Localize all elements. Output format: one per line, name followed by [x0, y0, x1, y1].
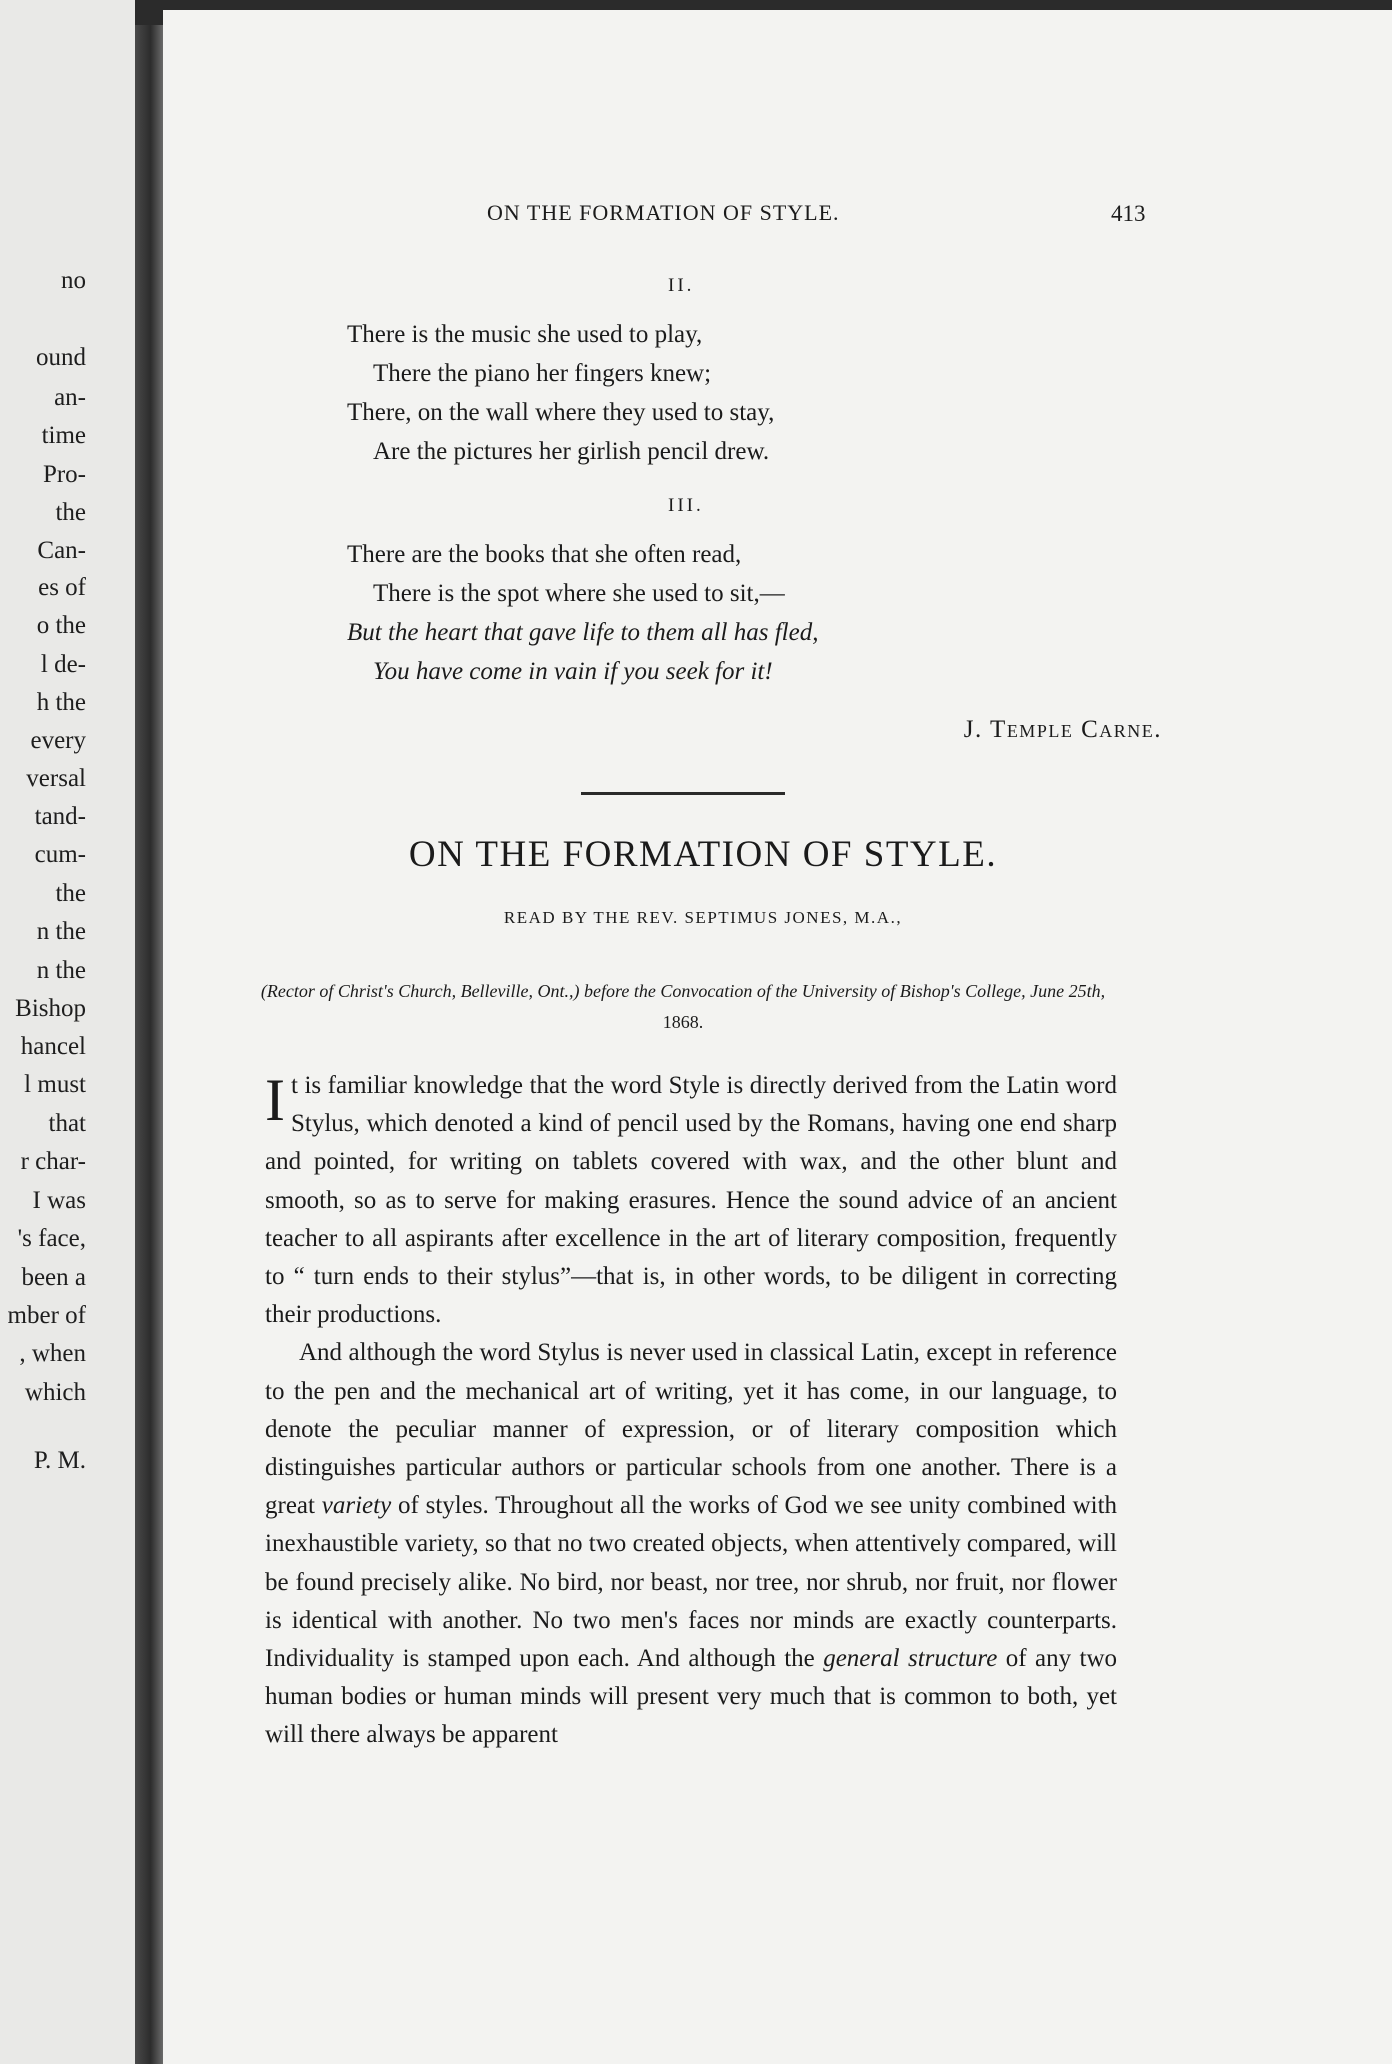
- paragraph: It is familiar knowledge that the word Style is directly derived from the Latin word Stylus, which denoted a kind of pencil used by the Romans, having one end sharp and pointed, for writing on tablets covered with wax, and the other blunt and smooth, so as to serve for making erasures. Hence the sound advice of an ancient teacher to all aspirants after excellence in the art of literary composition, frequently to “ turn ends to their stylus”—that is, in other words, to be diligent in correcting their productions.: [265, 1067, 1117, 1329]
- poem-stanza: [347, 315, 774, 471]
- poem-stanza: [347, 535, 818, 691]
- emphasis: variety: [321, 1492, 392, 1520]
- facing-page-fragment: r char-: [20, 1148, 86, 1175]
- verse-line: Are the pictures her girlish pencil drew.: [373, 438, 770, 465]
- facing-page-fragment: tand-: [34, 803, 86, 830]
- article-occasion: [243, 976, 1123, 1038]
- verse-line-italic: You have come in vain if you seek for it!: [373, 658, 773, 685]
- facing-page-fragment: 's face,: [17, 1225, 86, 1252]
- facing-page-fragment: no: [61, 267, 86, 294]
- occasion-text: (Rector of Christ's Church, Belleville, Ont.,) before the Convocation of the University of Bishop's College, June 25th,: [260, 981, 1106, 1001]
- verse-line-italic: But the heart that gave life to them all has fled,: [347, 619, 819, 646]
- running-head: ON THE FORMATION OF STYLE.: [487, 200, 840, 225]
- facing-page-fragment: cum-: [34, 841, 86, 868]
- facing-page-fragment: time: [41, 422, 86, 449]
- facing-page-fragment: which: [24, 1379, 86, 1406]
- facing-page-fragment: that: [48, 1110, 86, 1137]
- book-gutter-shadow: [135, 25, 163, 2064]
- article-title: ON THE FORMATION OF STYLE.: [408, 834, 998, 875]
- section-divider: [581, 792, 785, 795]
- facing-page-fragment: Bishop: [15, 995, 86, 1022]
- facing-page-fragment: the: [55, 499, 86, 526]
- article-body: [265, 1067, 1117, 1755]
- paragraph: [265, 1334, 1117, 1754]
- verse-line: There are the books that she often read,: [347, 541, 742, 568]
- facing-page-fragment: mber of: [7, 1302, 86, 1329]
- facing-page-fragment: been a: [21, 1264, 86, 1291]
- verse-line: There is the spot where she used to sit,—: [373, 580, 785, 607]
- facing-page-fragment: hancel: [20, 1033, 86, 1060]
- text-run: of any two human bodies or human minds will present very much that is common to both, yet will there always be apparent: [265, 1645, 1117, 1749]
- text-run: of styles. Throughout all the works of God we see unity combined with inexhaustible variety, so that no two created objects, when attentively compared, will be found precisely alike. No bird, nor beast, nor tree, nor shrub, nor fruit, nor flower is identical with another. No two men's faces nor minds are exactly counterparts. Individuality is stamped upon each. And although the: [265, 1492, 1118, 1673]
- facing-page-edge: [0, 0, 135, 2064]
- stanza-numeral: III.: [668, 495, 704, 516]
- facing-page-fragment: Pro-: [42, 461, 86, 488]
- facing-page-fragment: n the: [36, 918, 86, 945]
- facing-page-fragment: , when: [19, 1340, 86, 1367]
- facing-page-fragment: versal: [26, 765, 86, 792]
- emphasis: general structure: [823, 1645, 998, 1673]
- facing-page-fragment: l de-: [40, 651, 86, 678]
- poem-signature: J. Temple Carne.: [963, 716, 1162, 743]
- book-page: [163, 10, 1392, 2064]
- facing-page-fragment: P. M.: [33, 1447, 86, 1474]
- verse-line: There the piano her fingers knew;: [373, 360, 712, 387]
- facing-page-fragment: I was: [32, 1187, 86, 1214]
- page-number: 413: [1111, 201, 1146, 226]
- facing-page-fragment: ound: [36, 344, 86, 371]
- facing-page-fragment: n the: [36, 957, 86, 984]
- facing-page-fragment: the: [55, 880, 86, 907]
- facing-page-fragment: every: [30, 727, 86, 754]
- article-byline: READ BY THE REV. SEPTIMUS JONES, M.A.,: [503, 908, 903, 927]
- verse-line: There is the music she used to play,: [347, 321, 703, 348]
- text-run: And although the word Stylus is never used in classical Latin, except in reference to the pen and the mechanical art of writing, yet it has come, in our language, to denote the peculiar manner of expression, or of literary composition which distinguishes particular authors or particular schools from one another. There is a great: [265, 1339, 1117, 1520]
- occasion-year: 1868.: [662, 1012, 704, 1032]
- facing-page-fragment: Can-: [37, 537, 86, 564]
- verse-line: There, on the wall where they used to stay,: [347, 399, 775, 426]
- facing-page-fragment: es of: [38, 574, 86, 601]
- facing-page-fragment: h the: [36, 689, 86, 716]
- facing-page-fragment: an-: [54, 384, 86, 411]
- facing-page-fragment: l must: [24, 1071, 86, 1098]
- facing-page-fragment: o the: [36, 612, 86, 639]
- stanza-numeral: II.: [668, 275, 695, 296]
